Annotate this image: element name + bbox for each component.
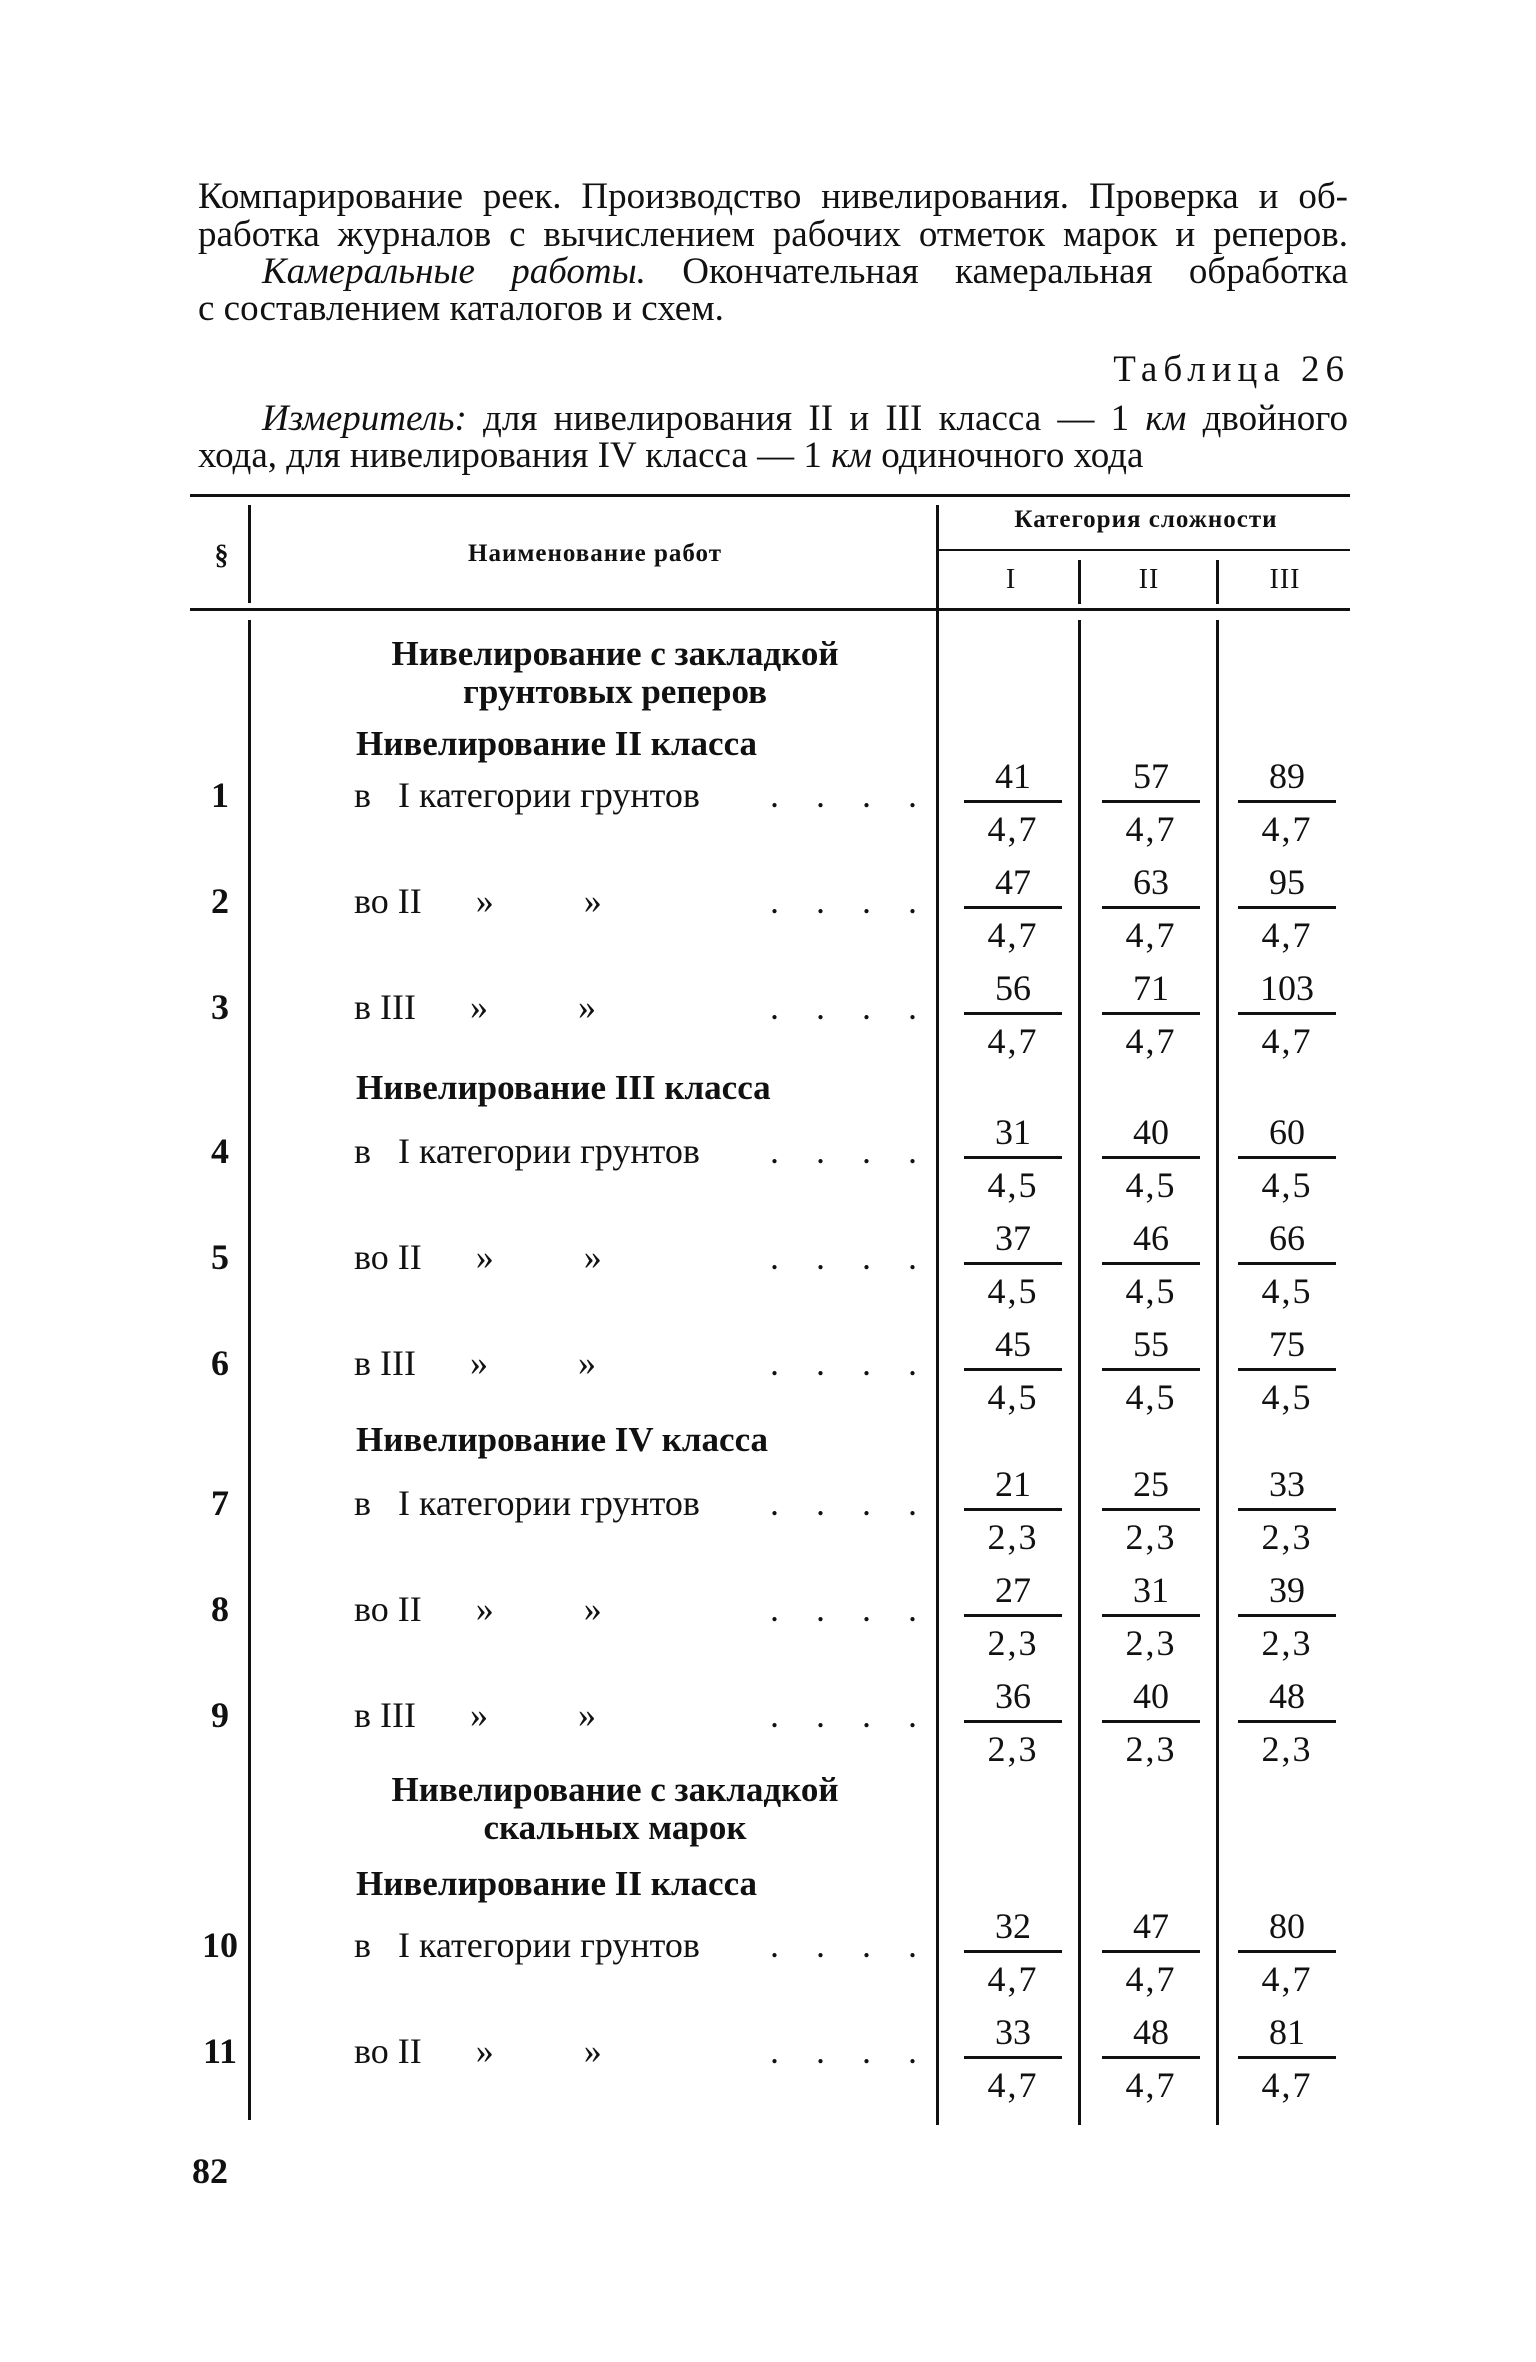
row-number: 1 — [211, 775, 229, 815]
norm-cat-2-numerator: 55 — [1133, 1324, 1169, 1364]
norm-cat-2-numerator: 40 — [1133, 1112, 1169, 1152]
row-number: 6 — [211, 1343, 229, 1383]
norm-cat-3 — [1232, 1322, 1342, 1419]
fraction-bar — [1238, 1156, 1336, 1159]
norm-cat-3-denominator: 4,7 — [1261, 1021, 1313, 1061]
row-leader-dots: . . . . — [770, 1131, 931, 1171]
norm-cat-1-numerator: 33 — [995, 2012, 1031, 2052]
norm-cat-3 — [1232, 1110, 1342, 1207]
norm-cat-2-denominator: 4,5 — [1125, 1165, 1177, 1205]
fraction-bar — [1102, 2056, 1200, 2059]
norm-cat-3 — [1232, 1462, 1342, 1559]
row-leader-dots: . . . . — [770, 775, 931, 815]
row-number: 2 — [211, 881, 229, 921]
norm-cat-3-denominator: 4,7 — [1261, 1959, 1313, 1999]
subgroup-class-2: Нивелирование II класса — [356, 724, 758, 763]
row-leader-dots: . . . . — [770, 1343, 931, 1383]
norm-cat-2-denominator: 4,5 — [1125, 1377, 1177, 1417]
norm-cat-2-numerator: 71 — [1133, 968, 1169, 1008]
norm-cat-1-numerator: 31 — [995, 1112, 1031, 1152]
norm-cat-1 — [958, 1110, 1068, 1207]
row-number: 4 — [211, 1131, 229, 1171]
norm-cat-1-denominator: 4,7 — [987, 809, 1039, 849]
row-number: 9 — [211, 1695, 229, 1735]
norm-cat-1-numerator: 41 — [995, 756, 1031, 796]
row-leader-dots: . . . . — [770, 1925, 931, 1965]
norm-cat-3-denominator: 4,5 — [1261, 1377, 1313, 1417]
norm-cat-1-denominator: 4,5 — [987, 1165, 1039, 1205]
table-row — [0, 1324, 1536, 1434]
row-work-name: во II » » — [354, 881, 602, 921]
fraction-bar — [1238, 2056, 1336, 2059]
norm-cat-2 — [1096, 1674, 1206, 1771]
fraction-bar — [1102, 1368, 1200, 1371]
header-work-name: Наименование работ — [468, 540, 722, 567]
row-leader-dots: . . . . — [770, 1695, 931, 1735]
fraction-bar — [964, 906, 1062, 909]
norm-cat-3 — [1232, 1216, 1342, 1313]
fraction-bar — [1238, 1720, 1336, 1723]
header-cat-3: III — [1269, 564, 1301, 595]
norm-cat-3 — [1232, 966, 1342, 1063]
fraction-bar — [1238, 800, 1336, 803]
row-work-name: во II » » — [354, 1589, 602, 1629]
row-work-name: во II » » — [354, 1237, 602, 1277]
norm-cat-3-denominator: 2,3 — [1261, 1623, 1313, 1663]
norm-cat-1 — [958, 966, 1068, 1063]
row-work-name: в III » » — [354, 1343, 596, 1383]
measure-label: Измеритель: — [262, 398, 467, 439]
fraction-bar — [1238, 1012, 1336, 1015]
fraction-bar — [964, 1368, 1062, 1371]
km-unit-2: км — [831, 435, 873, 476]
subgroup-rock-class-2: Нивелирование II класса — [356, 1864, 758, 1903]
col-divider-cat2-header — [1216, 560, 1219, 604]
norm-cat-2-denominator: 2,3 — [1125, 1517, 1177, 1557]
fraction-bar — [964, 2056, 1062, 2059]
row-number: 10 — [202, 1925, 238, 1965]
fraction-bar — [1102, 1614, 1200, 1617]
row-number: 8 — [211, 1589, 229, 1629]
norm-cat-1 — [958, 754, 1068, 851]
norm-cat-2 — [1096, 966, 1206, 1063]
fraction-bar — [1238, 1368, 1336, 1371]
norm-cat-1-denominator: 4,7 — [987, 1959, 1039, 1999]
norm-cat-1-numerator: 45 — [995, 1324, 1031, 1364]
norm-cat-3-numerator: 66 — [1269, 1218, 1305, 1258]
table-top-rule — [190, 494, 1350, 497]
norm-cat-2 — [1096, 1322, 1206, 1419]
row-number: 7 — [211, 1483, 229, 1523]
norm-cat-2 — [1096, 1568, 1206, 1665]
table-row — [0, 1112, 1536, 1222]
table-row — [0, 1570, 1536, 1680]
norm-cat-3 — [1232, 1674, 1342, 1771]
measure-line-1 — [262, 400, 1348, 437]
subgroup-class-4: Нивелирование IV класса — [356, 1420, 769, 1459]
table-row — [0, 1464, 1536, 1574]
norm-cat-2 — [1096, 1110, 1206, 1207]
norm-cat-2-numerator: 25 — [1133, 1464, 1169, 1504]
row-leader-dots: . . . . — [770, 2031, 931, 2071]
norm-cat-3 — [1232, 1904, 1342, 2001]
norm-cat-2-denominator: 4,7 — [1125, 2065, 1177, 2105]
norm-cat-1-denominator: 4,5 — [987, 1377, 1039, 1417]
row-leader-dots: . . . . — [770, 1589, 931, 1629]
norm-cat-2-denominator: 2,3 — [1125, 1729, 1177, 1769]
row-leader-dots: . . . . — [770, 987, 931, 1027]
fraction-bar — [1238, 906, 1336, 909]
intro-line-3-rest: Окончательная камеральная обработка — [645, 251, 1348, 292]
page-number: 82 — [192, 2151, 228, 2191]
norm-cat-2-numerator: 47 — [1133, 1906, 1169, 1946]
col-divider-section-header — [248, 505, 251, 603]
norm-cat-2 — [1096, 2010, 1206, 2107]
row-number: 5 — [211, 1237, 229, 1277]
norm-cat-1-denominator: 4,7 — [987, 2065, 1039, 2105]
header-section-sign: § — [214, 540, 230, 571]
row-work-name: в I категории грунтов — [354, 1131, 700, 1171]
norm-cat-3-numerator: 75 — [1269, 1324, 1305, 1364]
fraction-bar — [1102, 1262, 1200, 1265]
fraction-bar — [964, 1508, 1062, 1511]
row-number: 11 — [202, 2031, 237, 2071]
norm-cat-2-denominator: 4,7 — [1125, 915, 1177, 955]
col-divider-cat1-header — [1078, 560, 1081, 604]
norm-cat-2 — [1096, 1216, 1206, 1313]
row-leader-dots: . . . . — [770, 881, 931, 921]
fraction-bar — [1102, 906, 1200, 909]
fraction-bar — [1102, 1950, 1200, 1953]
intro-line-3 — [262, 253, 1348, 290]
norm-cat-3-numerator: 80 — [1269, 1906, 1305, 1946]
table-row — [0, 968, 1536, 1078]
norm-cat-1-numerator: 37 — [995, 1218, 1031, 1258]
norm-cat-2-denominator: 4,7 — [1125, 1959, 1177, 1999]
norm-cat-1-numerator: 47 — [995, 862, 1031, 902]
fraction-bar — [964, 1012, 1062, 1015]
norm-cat-1-numerator: 56 — [995, 968, 1031, 1008]
measure-line-2-text: хода, для нивелирования IV класса — 1 — [198, 435, 832, 476]
norm-cat-2 — [1096, 754, 1206, 851]
norm-cat-2-numerator: 48 — [1133, 2012, 1169, 2052]
norm-cat-3 — [1232, 860, 1342, 957]
row-work-name: во II » » — [354, 2031, 602, 2071]
fraction-bar — [1238, 1614, 1336, 1617]
norm-cat-1-numerator: 36 — [995, 1676, 1031, 1716]
norm-cat-1 — [958, 1216, 1068, 1313]
measure-line-1-end: двойного — [1186, 398, 1348, 439]
norm-cat-2 — [1096, 1462, 1206, 1559]
fraction-bar — [964, 1156, 1062, 1159]
fraction-bar — [964, 1950, 1062, 1953]
norm-cat-2 — [1096, 860, 1206, 957]
norm-cat-3 — [1232, 754, 1342, 851]
norm-cat-3-numerator: 48 — [1269, 1676, 1305, 1716]
norm-cat-3 — [1232, 1568, 1342, 1665]
fraction-bar — [1102, 1156, 1200, 1159]
norm-cat-1-denominator: 2,3 — [987, 1623, 1039, 1663]
group-1-title-line-2: грунтовых реперов — [462, 672, 768, 711]
norm-cat-2-denominator: 4,7 — [1125, 1021, 1177, 1061]
norm-cat-1 — [958, 860, 1068, 957]
norm-cat-2-numerator: 57 — [1133, 756, 1169, 796]
norm-cat-2 — [1096, 1904, 1206, 2001]
fraction-bar — [964, 1720, 1062, 1723]
norm-cat-1 — [958, 1322, 1068, 1419]
fraction-bar — [1238, 1262, 1336, 1265]
norm-cat-3-denominator: 4,5 — [1261, 1165, 1313, 1205]
km-unit: км — [1145, 398, 1187, 439]
norm-cat-3-denominator: 4,5 — [1261, 1271, 1313, 1311]
fraction-bar — [1238, 1950, 1336, 1953]
subgroup-class-3: Нивелирование III класса — [356, 1068, 771, 1107]
norm-cat-1-denominator: 4,7 — [987, 915, 1039, 955]
header-cat-1: I — [1005, 564, 1017, 595]
fraction-bar — [1102, 1508, 1200, 1511]
norm-cat-1-denominator: 2,3 — [987, 1517, 1039, 1557]
category-header-rule — [938, 549, 1350, 551]
group-2-title-line-2: скальных марок — [483, 1808, 747, 1847]
norm-cat-1-denominator: 4,5 — [987, 1271, 1039, 1311]
norm-cat-3-denominator: 2,3 — [1261, 1517, 1313, 1557]
table-row — [0, 1218, 1536, 1328]
norm-cat-1 — [958, 1904, 1068, 2001]
header-category: Категория сложности — [1014, 506, 1278, 533]
fraction-bar — [964, 1614, 1062, 1617]
norm-cat-1-denominator: 2,3 — [987, 1729, 1039, 1769]
norm-cat-3-numerator: 89 — [1269, 756, 1305, 796]
table-row — [0, 1906, 1536, 2016]
table-row — [0, 2012, 1536, 2122]
fraction-bar — [1102, 1012, 1200, 1015]
norm-cat-3-denominator: 2,3 — [1261, 1729, 1313, 1769]
norm-cat-1 — [958, 2010, 1068, 2107]
group-2-title-line-1: Нивелирование с закладкой — [391, 1770, 839, 1809]
measure-line-2-end: одиночного хода — [872, 435, 1144, 476]
row-leader-dots: . . . . — [770, 1483, 931, 1523]
intro-line-4: с составлением каталогов и схем. — [198, 288, 724, 329]
row-work-name: в I категории грунтов — [354, 1483, 700, 1523]
norm-cat-3-numerator: 60 — [1269, 1112, 1305, 1152]
norm-cat-1-numerator: 27 — [995, 1570, 1031, 1610]
norm-cat-3-numerator: 33 — [1269, 1464, 1305, 1504]
row-work-name: в I категории грунтов — [354, 775, 700, 815]
norm-cat-1-numerator: 32 — [995, 1906, 1031, 1946]
fraction-bar — [964, 800, 1062, 803]
table-row — [0, 862, 1536, 972]
norm-cat-1 — [958, 1674, 1068, 1771]
norm-cat-1 — [958, 1462, 1068, 1559]
norm-cat-3-numerator: 39 — [1269, 1570, 1305, 1610]
table-row — [0, 756, 1536, 866]
norm-cat-3-denominator: 4,7 — [1261, 915, 1313, 955]
row-work-name: в I категории грунтов — [354, 1925, 700, 1965]
row-leader-dots: . . . . — [770, 1237, 931, 1277]
row-number: 3 — [211, 987, 229, 1027]
table-caption: Таблица 26 — [1113, 349, 1350, 390]
norm-cat-2-numerator: 31 — [1133, 1570, 1169, 1610]
norm-cat-3-denominator: 4,7 — [1261, 809, 1313, 849]
norm-cat-1-denominator: 4,7 — [987, 1021, 1039, 1061]
norm-cat-3-numerator: 103 — [1260, 968, 1314, 1008]
header-bottom-rule — [190, 608, 1350, 611]
norm-cat-1 — [958, 1568, 1068, 1665]
fraction-bar — [964, 1262, 1062, 1265]
norm-cat-3-numerator: 81 — [1269, 2012, 1305, 2052]
intro-line-1: Компарирование реек. Производство нивелирования. Проверка и об- — [198, 176, 1348, 217]
fraction-bar — [1238, 1508, 1336, 1511]
desk-work-label: Камеральные работы. — [262, 251, 646, 292]
row-work-name: в III » » — [354, 1695, 596, 1735]
fraction-bar — [1102, 1720, 1200, 1723]
norm-cat-2-numerator: 63 — [1133, 862, 1169, 902]
norm-cat-2-numerator: 46 — [1133, 1218, 1169, 1258]
norm-cat-3 — [1232, 2010, 1342, 2107]
fraction-bar — [1102, 800, 1200, 803]
norm-cat-3-denominator: 4,7 — [1261, 2065, 1313, 2105]
norm-cat-2-denominator: 4,5 — [1125, 1271, 1177, 1311]
norm-cat-1-numerator: 21 — [995, 1464, 1031, 1504]
measure-line-1-text: для нивелирования II и III класса — 1 — [466, 398, 1146, 439]
norm-cat-2-denominator: 4,7 — [1125, 809, 1177, 849]
measure-line-2 — [198, 437, 1348, 474]
norm-cat-2-denominator: 2,3 — [1125, 1623, 1177, 1663]
intro-line-2: работка журналов с вычислением рабочих отметок марок и реперов. — [198, 214, 1348, 255]
row-work-name: в III » » — [354, 987, 596, 1027]
group-1-title-line-1: Нивелирование с закладкой — [391, 634, 839, 673]
header-cat-2: II — [1138, 564, 1160, 595]
norm-cat-3-numerator: 95 — [1269, 862, 1305, 902]
table-row — [0, 1676, 1536, 1786]
norm-cat-2-numerator: 40 — [1133, 1676, 1169, 1716]
